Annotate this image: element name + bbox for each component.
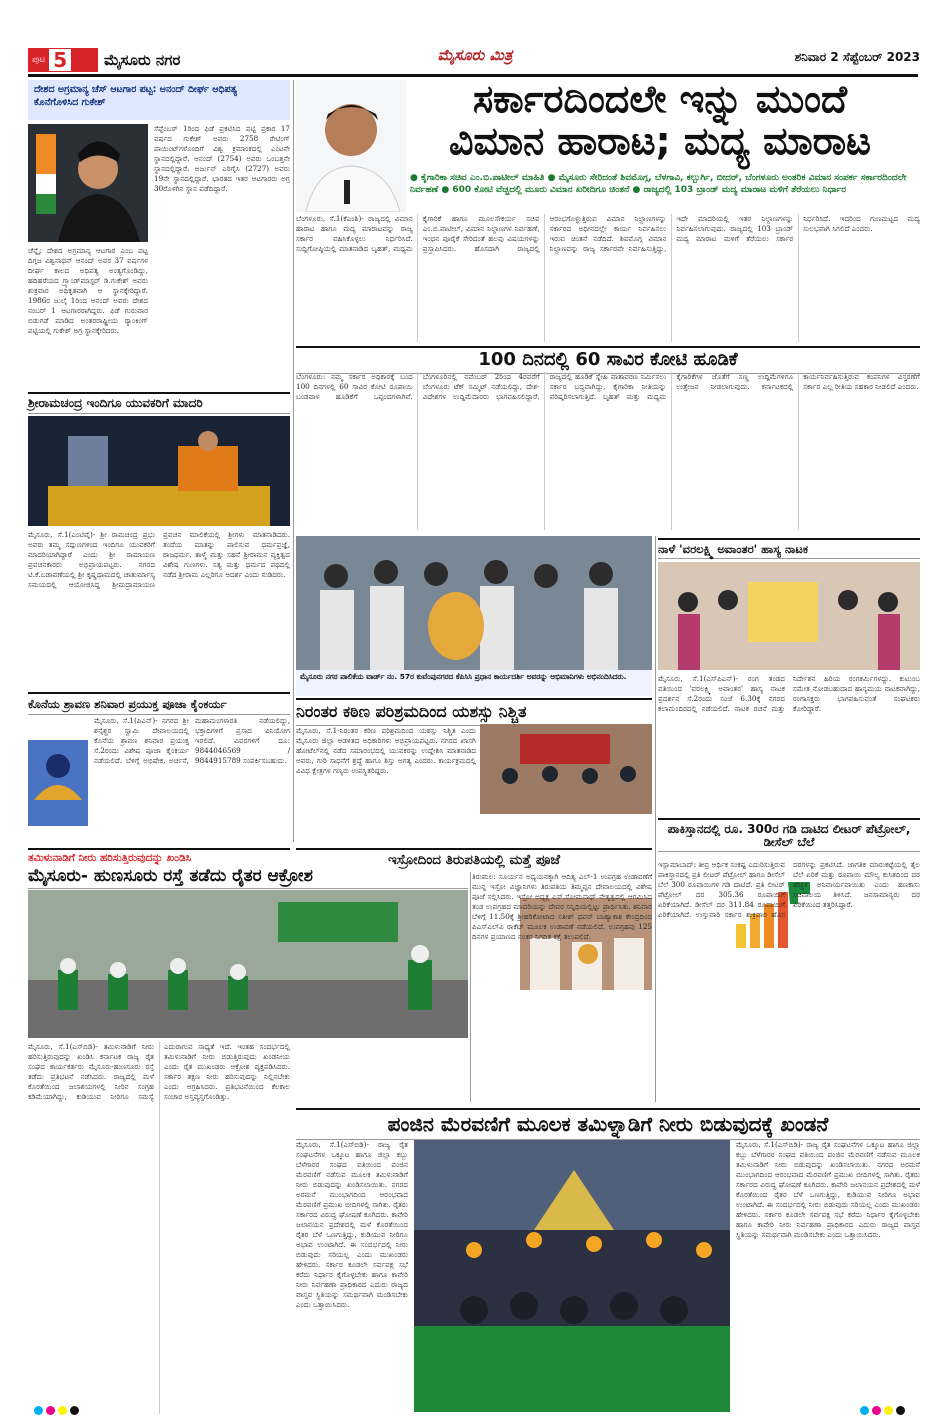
road-protest-photo xyxy=(28,890,468,1038)
protest-headline: ಮೈಸೂರು- ಹುಣಸೂರು ರಸ್ತೆ ತಡೆದು ರೈತರ ಆಕ್ರೋಶ xyxy=(28,866,468,889)
protest-body: ಮೈಸೂರು, ಸೆ.1(ಎಸ್‌ಬಿಡಿ)- ತಮಿಳುನಾಡಿಗೆ ನೀರು ಹರಿಸುತ್ತಿರುವುದನ್ನು ಖಂಡಿಸಿ ಕರ್ನಾಟಕ ರಾಜ್ಯ ರೈತ ಸಂಘದ ಕಾರ್ಯಕರ್ತರು ಮೈಸೂರು-ಹುಣಸೂರು ರಸ್ತೆ ತಡೆದು ಪ್ರತಿಭಟನೆ ನಡೆಸಿದರು. ರಾಜ್ಯದಲ್ಲಿ ಮಳೆ ಕೊರತೆಯಿಂದ ಜಲಾಶಯಗಳಲ್ಲಿ ನೀರಿನ ಸಂಗ್ರಹ ಕಡಿಮೆಯಾಗಿದ್ದು, ಕುಡಿಯುವ ನೀರಿಗೂ ಸಮಸ್ಯೆ ಎದುರಾಗುವ ಸಾಧ್ಯತೆ ಇದೆ. ಇಂತಹ ಸಂದರ್ಭದಲ್ಲಿ ತಮಿಳುನಾಡಿಗೆ ನೀರು ಬಿಡುತ್ತಿರುವುದು ಖಂಡನೀಯ ಎಂದು ರೈತ ಮುಖಂಡರು ಆಕ್ರೋಶ ವ್ಯಕ್ತಪಡಿಸಿದರು. ಸರ್ಕಾರ ತಕ್ಷಣ ನೀರು ಹರಿಸುವುದನ್ನು ನಿಲ್ಲಿಸಬೇಕು ಎಂದು ಆಗ್ರಹಿಸಿದರು. ಪ್ರತಿಭಟನೆಯಿಂದ ಕೆಲಕಾಲ ಸಂಚಾರ ಅಸ್ತವ್ಯಸ್ತಗೊಂಡಿತ್ತು. xyxy=(28,1042,290,1101)
play-body: ಮೈಸೂರು, ಸೆ.1(ಎಸ್‌ಪಿಎನ್)- ರಂಗ ತಂಡದ ವತಿಯಿಂದ 'ವರಲಕ್ಷ್ಮಿ ಅವಾಂತರ' ಹಾಸ್ಯ ನಾಟಕ ಪ್ರದರ್ಶನ ಸೆ.2ರಂದು ಸಂಜೆ 6.30ಕ್ಕೆ ನಗರದ ಕಲಾಮಂದಿರದಲ್ಲಿ ನಡೆಯಲಿದೆ. ನಾಟಕ ರಚನೆ ಮತ್ತು ನಿರ್ದೇಶನ ಹಿರಿಯ ರಂಗಕರ್ಮಿಗಳದ್ದು. ಕುಟುಂಬ ಸಮೇತ ನೋಡಬಹುದಾದ ಹಾಸ್ಯಮಯ ನಾಟಕವಾಗಿದ್ದು, ರಂಗಾಸಕ್ತರು ಭಾಗವಹಿಸುವಂತೆ ಸಂಘಟಕರು ಕೋರಿದ್ದಾರೆ. xyxy=(658,674,920,713)
deck-item-1: ಕೈಗಾರಿಕಾ ಸಚಿವ ಎಂ.ಬಿ.ಪಾಟೀಲ್ ಮಾಹಿತಿ xyxy=(421,173,545,183)
deck-item: ● xyxy=(632,185,644,195)
petrol-body: ಇಸ್ಲಾಮಾಬಾದ್: ತೀವ್ರ ಆರ್ಥಿಕ ಸಂಕಷ್ಟ ಎದುರಿಸುತ್ತಿರುವ ಪಾಕಿಸ್ತಾನದಲ್ಲಿ ಪ್ರತಿ ಲೀಟರ್ ಪೆಟ್ರೋಲ್ ಹಾಗೂ ಡೀಸೆಲ್ ಬೆಲೆ 300 ರೂಪಾಯಿಗಳ ಗಡಿ ದಾಟಿದೆ. ಪ್ರತಿ ಲೀಟರ್ ಪೆಟ್ರೋಲ್ ದರ 305.36 ರೂಪಾಯಿಗೆ ಏರಿಕೆಯಾಗಿದೆ. ಡೀಸೆಲ್ ದರ 311.84 ರೂಪಾಯಿಗೆ ಏರಿಕೆಯಾಗಿದೆ. ಉಸ್ತುವಾರಿ ಸರ್ಕಾರ ಶುಕ್ರವಾರ ಹೊಸ ದರಗಳನ್ನು ಪ್ರಕಟಿಸಿದೆ. ಜಾಗತಿಕ ಮಾರುಕಟ್ಟೆಯಲ್ಲಿ ತೈಲ ಬೆಲೆ ಏರಿಕೆ ಮತ್ತು ರೂಪಾಯಿ ಮೌಲ್ಯ ಕುಸಿತದಿಂದ ದರ ಹೆಚ್ಚಳ ಅನಿವಾರ್ಯವಾಯಿತು ಎಂದು ಹಣಕಾಸು ಸಚಿವಾಲಯ ತಿಳಿಸಿದೆ. ಜನಸಾಮಾನ್ಯರು ದರ ಏರಿಕೆಯಿಂದ ತತ್ತರಿಸಿದ್ದಾರೆ. xyxy=(658,860,920,919)
lead-headline-line1: ಸರ್ಕಾರದಿಂದಲೇ ಇನ್ನು ಮುಂದೆ xyxy=(472,77,848,121)
isro-headline: ಇಸ್ರೋದಿಂದ ತಿರುಪತಿಯಲ್ಲಿ ಮತ್ತೆ ಪೂಜೆ xyxy=(296,848,652,870)
lead-headline-line2: ವಿಮಾನ ಹಾರಾಟ; ಮದ್ಯ ಮಾರಾಟ xyxy=(449,119,871,163)
chess-player-photo xyxy=(28,124,148,242)
felicitation-caption: ಮೈಸೂರು ನಗರ ಪಾಲಿಕೆಯ ವಾರ್ಡ್ ನಂ. 57ರ ಕುವೆಂಪುನಗರದ ಕೆಪಿಸಿಸಿ ಪ್ರಧಾನ ಕಾರ್ಯದರ್ಶಿ ಅವರನ್ನು ಅಭಿಮಾನಿಗಳು ಅಭಿನಂದಿಸಿದರು. xyxy=(296,670,652,696)
play-team-photo xyxy=(658,562,920,670)
shani-deity-photo xyxy=(28,740,88,826)
minister-photo xyxy=(296,80,406,212)
success-event-photo xyxy=(480,724,652,814)
protest-kicker: ತಮಿಳುನಾಡಿಗೆ ನೀರು ಹರಿಸುತ್ತಿರುವುದನ್ನು ಖಂಡಿಸಿ xyxy=(28,848,290,867)
print-registration-marks xyxy=(860,1406,905,1415)
chess-body-right: ಸೆಪ್ಟೆಂಬರ್ 1ರಿಂದ ಫಿಡೆ ಪ್ರಕಟಿಸಿದ ಪಟ್ಟಿ ಪ್ರಕಾರ 17 ವರ್ಷದ ಗುಕೇಶ್ ಅವರು 2758 ರೇಟಿಂಗ್ ಪಾಯಿಂಟ್‌ಗಳೊಂದಿಗೆ ವಿಶ್ವ ಕ್ರಮಾಂಕದಲ್ಲಿ ಎಂಟನೇ ಸ್ಥಾನದಲ್ಲಿದ್ದಾರೆ. ಆನಂದ್ (2754) ಅವರು ಒಂಬತ್ತನೇ ಸ್ಥಾನದಲ್ಲಿದ್ದಾರೆ. ಅರ್ಜುನ್ ಎರಿಗೈಸಿ (2727) ಅವರು 19ನೇ ಸ್ಥಾನದಲ್ಲಿದ್ದಾರೆ. ಭಾರತದ ಇತರ ಆಟಗಾರರು ಅಗ್ರ 30ರೊಳಗಿನ ಸ್ಥಾನ ಪಡೆದಿದ್ದಾರೆ. xyxy=(154,124,290,193)
isro-body: ತಿರುಮಲ: ಸೂರ್ಯನ ಅಧ್ಯಯನಕ್ಕಾಗಿ ಆದಿತ್ಯ ಎಲ್-1 ಉಪಗ್ರಹ ಉಡಾವಣೆಗೆ ಮುನ್ನ ಇಸ್ರೋ ವಿಜ್ಞಾನಿಗಳು ತಿರುಪತಿಯ ತಿಮ್ಮಪ್ಪನ ದೇವಾಲಯದಲ್ಲಿ ವಿಶೇಷ ಪೂಜೆ ಸಲ್ಲಿಸಿದರು. ಇಸ್ರೋ ಅಧ್ಯಕ್ಷ ಎಸ್.ಸೋಮನಾಥ್ ನೇತೃತ್ವದಲ್ಲಿ ಆಗಮಿಸಿದ ತಂಡ ಉಪಗ್ರಹದ ಮಾದರಿಯನ್ನು ದೇವರ ಸನ್ನಿಧಿಯಲ್ಲಿಟ್ಟು ಪ್ರಾರ್ಥಿಸಿತು. ಶನಿವಾರ ಬೆಳಿಗ್ಗೆ 11.50ಕ್ಕೆ ಶ್ರೀಹರಿಕೋಟಾದ ಸತೀಶ್ ಧವನ್ ಬಾಹ್ಯಾಕಾಶ ಕೇಂದ್ರದಿಂದ ಪಿಎಸ್‌ಎಲ್‌ವಿ ರಾಕೆಟ್ ಮೂಲಕ ಉಡಾವಣೆ ನಡೆಯಲಿದೆ. ಉಪಗ್ರಹವು 125 ದಿನಗಳ ಪ್ರಯಾಣದ ನಂತರ ನಿಗದಿತ ಕಕ್ಷೆ ತಲುಪಲಿದೆ. xyxy=(472,872,652,941)
deck-item: ● xyxy=(441,185,453,195)
ram-body: ಮೈಸೂರು, ಸೆ.1(ಎಂಟಿವೈ)- ಶ್ರೀ ರಾಮಚಂದ್ರ ಪ್ರಭು ಅವರು ತಮ್ಮ ಸದ್ಗುಣಗಳಿಂದ ಇಂದಿಗೂ ಯುವಕರಿಗೆ ಮಾದರಿಯಾಗಿದ್ದಾರೆ ಎಂದು ಶ್ರೀ ರಾಮಾಯಣ ಪ್ರವಚನಕಾರರು ಅಭಿಪ್ರಾಯಪಟ್ಟರು. ನಗರದ ಟಿ.ಕೆ.ಬಡಾವಣೆಯಲ್ಲಿ ಶ್ರೀ ಕೃಷ್ಣಧಾಮದಲ್ಲಿ ಚಾತುರ್ಮಾಸ್ಯ ಸಮಯದಲ್ಲಿ ಆಯೋಜಿಸಿದ್ದ ಶ್ರೀಮದ್ರಾಮಾಯಣ ಪ್ರವಚನ ಮಾಲಿಕೆಯಲ್ಲಿ ಶ್ರೀಗಳು ಮಾತನಾಡಿದರು. ತಂದೆಯ ಮಾತನ್ನು ಪಾಲಿಸುವ ಧರ್ಮಪ್ರಜ್ಞೆ, ರಾಜಧರ್ಮ, ತಾಳ್ಮೆ ಮತ್ತು ಸಹನೆ ಶ್ರೀರಾಮನ ವ್ಯಕ್ತಿತ್ವದ ವಿಶೇಷ ಗುಣಗಳು. ಸತ್ಯ ಮತ್ತು ಧರ್ಮದ ಪಥದಲ್ಲಿ ನಡೆದ ಶ್ರೀರಾಮ ಎಲ್ಲರಿಗೂ ಆದರ್ಶ ಎಂದು ನುಡಿದರು. xyxy=(28,530,290,589)
play-headline: ನಾಳೆ 'ವರಲಕ್ಷ್ಮಿ ಅವಾಂತರ' ಹಾಸ್ಯ ನಾಟಕ xyxy=(658,538,920,559)
section-title: ಮೈಸೂರು ನಗರ xyxy=(104,51,181,69)
deck-item: ● xyxy=(410,173,421,183)
ram-headline: ಶ್ರೀರಾಮಚಂದ್ರ ಇಂದಿಗೂ ಯುವಕರಿಗೆ ಮಾದರಿ xyxy=(28,392,290,414)
page-number: 5 xyxy=(49,49,71,71)
lead-deck xyxy=(410,172,920,196)
print-registration-marks xyxy=(34,1406,79,1415)
issue-date: ಶನಿವಾರ 2 ಸೆಪ್ಟೆಂಬರ್ 2023 xyxy=(794,50,920,64)
shravana-headline: ಕೊನೆಯ ಶ್ರಾವಣ ಶನಿವಾರ ಪ್ರಯುಕ್ತ ಪೂಜಾ ಕೈಂಕರ್ಯ xyxy=(28,692,290,715)
page-number-badge xyxy=(28,48,98,72)
column-divider xyxy=(293,80,294,842)
newspaper-name: ಮೈಸೂರು ಮಿತ್ರ xyxy=(437,46,513,64)
ram-event-photo xyxy=(28,416,290,526)
lead-body: ಬೆಂಗಳೂರು, ಸೆ.1(ಕೆಎಂಶಿ)- ರಾಜ್ಯದಲ್ಲಿ ವಿಮಾನ ಹಾರಾಟ ಹಾಗೂ ಮದ್ಯ ಮಾರಾಟವನ್ನು ರಾಜ್ಯ ಸರ್ಕಾರ ವಹಿಸಿಕೊಳ್ಳಲು ನಿರ್ಧರಿಸಿದೆ. ಸುದ್ದಿಗೋಷ್ಠಿಯಲ್ಲಿ ಮಾತನಾಡಿದ ಬೃಹತ್, ಮಧ್ಯಮ ಕೈಗಾರಿಕೆ ಹಾಗೂ ಮೂಲಸೌಕರ್ಯ ಸಚಿವ ಎಂ.ಬಿ.ಪಾಟೀಲ್, ವಿಮಾನ ನಿಲ್ದಾಣಗಳ ನಿರ್ವಹಣೆ, ಇಂಧನ ಪೂರೈಕೆ ಸೇರಿದಂತೆ ಹಲವು ವಿಷಯಗಳನ್ನು ಪ್ರಸ್ತಾಪಿಸಿದರು. ಹೊಸದಾಗಿ ರಾಜ್ಯದಲ್ಲಿ ಆರಂಭಗೊಳ್ಳುತ್ತಿರುವ ವಿಮಾನ ನಿಲ್ದಾಣಗಳನ್ನು ಸರ್ಕಾರದ ಅಧೀನದಲ್ಲೇ ಕಾರ್ಯ ನಿರ್ವಹಿಸಲು ಇರುವ ಚಿಂತನೆ ನಡೆದಿದೆ. ಶಿವಮೊಗ್ಗ ವಿಮಾನ ನಿಲ್ದಾಣವನ್ನು ರಾಜ್ಯ ಸರ್ಕಾರವೇ ನಿರ್ವಹಿಸುತ್ತಿದ್ದು, ಇದೇ ಮಾದರಿಯಲ್ಲಿ ಇತರ ನಿಲ್ದಾಣಗಳನ್ನು ನಿರ್ವಹಿಸಲಾಗುವುದು. ರಾಜ್ಯದಲ್ಲಿ 103 ಬ್ರಾಂಡ್ ಮದ್ಯ ಮಾರಾಟ ಮಳಿಗೆ ತೆರೆಯಲು ಸರ್ಕಾರ ನಿರ್ಧರಿಸಿದೆ. ಇದರಿಂದ ಗುಣಮಟ್ಟದ ಮದ್ಯ ಸುಲಭವಾಗಿ ಸಿಗಲಿದೆ ಎಂದರು. xyxy=(296,214,920,253)
investment-headline: 100 ದಿನದಲ್ಲಿ 60 ಸಾವಿರ ಕೋಟಿ ಹೂಡಿಕೆ xyxy=(296,346,920,374)
page-label: ಪುಟ xyxy=(32,55,46,65)
torch-body-right: ಮೈಸೂರು, ಸೆ.1(ಎಸ್‌ಬಿಡಿ)- ರಾಜ್ಯ ರೈತ ಸಂಘಟನೆಗಳ ಒಕ್ಕೂಟ ಹಾಗೂ ಜಿಲ್ಲಾ ಕಬ್ಬು ಬೆಳೆಗಾರರ ಸಂಘದ ವತಿಯಿಂದ ಪಂಜಿನ ಮೆರವಣಿಗೆ ನಡೆಸುವ ಮೂಲಕ ತಮಿಳುನಾಡಿಗೆ ನೀರು ಬಿಡುವುದನ್ನು ಖಂಡಿಸಲಾಯಿತು. ನಗರದ ಅರಮನೆ ಮುಂಭಾಗದಿಂದ ಆರಂಭವಾದ ಮೆರವಣಿಗೆ ಪ್ರಮುಖ ಬೀದಿಗಳಲ್ಲಿ ಸಾಗಿತು. ರೈತರು ಸರ್ಕಾರದ ವಿರುದ್ಧ ಘೋಷಣೆ ಕೂಗಿದರು. ಕಾವೇರಿ ಜಲಾನಯನ ಪ್ರದೇಶದಲ್ಲಿ ಮಳೆ ಕೊರತೆಯಿಂದ ರೈತರ ಬೆಳೆ ಒಣಗುತ್ತಿದ್ದು, ಕುಡಿಯುವ ನೀರಿಗೂ ಅಭಾವ ಉಂಟಾಗಿದೆ. ಈ ಸಂದರ್ಭದಲ್ಲಿ ನೀರು ಬಿಡುವುದು ಸರಿಯಲ್ಲ ಎಂದು ಮುಖಂಡರು ಹೇಳಿದರು. ಸರ್ಕಾರ ಕೂಡಲೇ ಸರ್ವಪಕ್ಷ ಸಭೆ ಕರೆದು ನಿರ್ಧಾರ ಕೈಗೊಳ್ಳಬೇಕು ಹಾಗೂ ಕಾವೇರಿ ನೀರು ನಿರ್ವಹಣಾ ಪ್ರಾಧಿಕಾರದ ಎದುರು ರಾಜ್ಯದ ವಾಸ್ತವ ಸ್ಥಿತಿಯನ್ನು ಸಮರ್ಥವಾಗಿ ಮಂಡಿಸಬೇಕು ಎಂದು ಒತ್ತಾಯಿಸಿದರು. xyxy=(736,1140,920,1239)
deck-item-3: 600 ಕೋಟಿ ವೆಚ್ಚದಲ್ಲಿ ಮೂರು ವಿಮಾನ ಖರೀದಿಗೂ ಚಿಂತನೆ xyxy=(452,185,630,195)
deck-item: ● xyxy=(547,173,559,183)
success-headline: ನಿರಂತರ ಕಠಿಣ ಪರಿಶ್ರಮದಿಂದ ಯಶಸ್ಸು ನಿಶ್ಚಿತ xyxy=(296,698,652,726)
chess-headline: ದೇಶದ ಅಗ್ರಮಾನ್ಯ ಚೆಸ್ ಆಟಗಾರ ಪಟ್ಟ: ಆನಂದ್ ದೀರ್ಘ ಆಧಿಪತ್ಯ ಕೊನೆಗೊಳಿಸಿದ ಗುಕೇಶ್ xyxy=(28,80,290,120)
column-divider xyxy=(470,872,471,1102)
felicitation-photo xyxy=(296,536,652,670)
torch-rally-headline: ಪಂಜಿನ ಮೆರವಣಿಗೆ ಮೂಲಕ ತಮಿಳ್ನಾಡಿಗೆ ನೀರು ಬಿಡುವುದಕ್ಕೆ ಖಂಡನೆ xyxy=(296,1108,920,1140)
success-body: ಮೈಸೂರು, ಸೆ.1-ನಿರಂತರ ಕಠಿಣ ಪರಿಶ್ರಮದಿಂದ ಯಶಸ್ಸು ನಿಶ್ಚಿತ ಎಂದು ಮೈಸೂರು ಜಿಲ್ಲಾ ಆಡಳಿತದ ಅಧಿಕಾರಿಗಳು ಅಭಿಪ್ರಾಯಪಟ್ಟರು. ನಗರದ ಖಾಸಗಿ ಹೋಟೆಲ್‌ನಲ್ಲಿ ನಡೆದ ಸಮಾರಂಭದಲ್ಲಿ ಯುವಕರನ್ನು ಉದ್ದೇಶಿಸಿ ಮಾತನಾಡಿದ ಅವರು, ಗುರಿ ಸಾಧನೆಗೆ ಶ್ರದ್ಧೆ ಹಾಗೂ ಶಿಸ್ತು ಅಗತ್ಯ ಎಂದರು. ಕಾರ್ಯಕ್ರಮದಲ್ಲಿ ವಿವಿಧ ಕ್ಷೇತ್ರಗಳ ಗಣ್ಯರು ಉಪಸ್ಥಿತರಿದ್ದರು. xyxy=(296,726,476,775)
deck-item-4: ರಾಜ್ಯದಲ್ಲಿ 103 ಬ್ರಾಂಡ್ ಮದ್ಯ ಮಾರಾಟ ಮಳಿಗೆ ತೆರೆಯಲು ನಿರ್ಧಾರ xyxy=(643,185,846,195)
petrol-headline: ಪಾಕಿಸ್ತಾನದಲ್ಲಿ ರೂ. 300ರ ಗಡಿ ದಾಟಿದ ಲೀಟರ್ ಪೆಟ್ರೋಲ್, ಡೀಸೆಲ್ ಬೆಲೆ xyxy=(658,818,920,852)
shravana-body: ಮೈಸೂರು, ಸೆ.1(ಪಿಎನ್)- ನಗರದ ಶ್ರೀ ಶನೈಶ್ಚರ ಸ್ವಾಮಿ ದೇವಾಲಯದಲ್ಲಿ ಕೊನೆಯ ಶ್ರಾವಣ ಶನಿವಾರ ಪ್ರಯುಕ್ತ ಸೆ.2ರಂದು ವಿಶೇಷ ಪೂಜಾ ಕೈಂಕರ್ಯ ನಡೆಯಲಿದೆ. ಬೆಳಿಗ್ಗೆ ಅಭಿಷೇಕ, ಅರ್ಚನೆ, ಮಹಾಮಂಗಳಾರತಿ ನಡೆಯಲಿದ್ದು, ಭಕ್ತಾದಿಗಳಿಗೆ ಪ್ರಸಾದ ವಿನಿಯೋಗ ಇರಲಿದೆ. ವಿವರಗಳಿಗೆ ದೂ: 9844046569 / 9844915789 ಸಂಪರ್ಕಿಸಬಹುದು. xyxy=(94,716,290,765)
deck-item-2: ಮೈಸೂರು ಸೇರಿದಂತೆ ಶಿವಮೊಗ್ಗ, ಬೆಳಗಾವಿ, ಕಲ್ಬುರ್ಗಿ, ಬೀದರ್, ಬೆಂಗಳೂರು ಅಂತರಿಕ ವಿಮಾನ ಸಂಪರ್ಕ ಸರ್ಕಾರದಿಂದಲೇ ನಿರ್ವಹಣೆ xyxy=(410,173,907,195)
torch-rally-photo xyxy=(414,1140,730,1412)
person-portrait-icon xyxy=(296,80,406,212)
torch-body-left: ಮೈಸೂರು, ಸೆ.1(ಎಸ್‌ಬಿಡಿ)- ರಾಜ್ಯ ರೈತ ಸಂಘಟನೆಗಳ ಒಕ್ಕೂಟ ಹಾಗೂ ಜಿಲ್ಲಾ ಕಬ್ಬು ಬೆಳೆಗಾರರ ಸಂಘದ ವತಿಯಿಂದ ಪಂಜಿನ ಮೆರವಣಿಗೆ ನಡೆಸುವ ಮೂಲಕ ತಮಿಳುನಾಡಿಗೆ ನೀರು ಬಿಡುವುದನ್ನು ಖಂಡಿಸಲಾಯಿತು. ನಗರದ ಅರಮನೆ ಮುಂಭಾಗದಿಂದ ಆರಂಭವಾದ ಮೆರವಣಿಗೆ ಪ್ರಮುಖ ಬೀದಿಗಳಲ್ಲಿ ಸಾಗಿತು. ರೈತರು ಸರ್ಕಾರದ ವಿರುದ್ಧ ಘೋಷಣೆ ಕೂಗಿದರು. ಕಾವೇರಿ ಜಲಾನಯನ ಪ್ರದೇಶದಲ್ಲಿ ಮಳೆ ಕೊರತೆಯಿಂದ ರೈತರ ಬೆಳೆ ಒಣಗುತ್ತಿದ್ದು, ಕುಡಿಯುವ ನೀರಿಗೂ ಅಭಾವ ಉಂಟಾಗಿದೆ. ಈ ಸಂದರ್ಭದಲ್ಲಿ ನೀರು ಬಿಡುವುದು ಸರಿಯಲ್ಲ ಎಂದು ಮುಖಂಡರು ಹೇಳಿದರು. ಸರ್ಕಾರ ಕೂಡಲೇ ಸರ್ವಪಕ್ಷ ಸಭೆ ಕರೆದು ನಿರ್ಧಾರ ಕೈಗೊಳ್ಳಬೇಕು ಹಾಗೂ ಕಾವೇರಿ ನೀರು ನಿರ್ವಹಣಾ ಪ್ರಾಧಿಕಾರದ ಎದುರು ರಾಜ್ಯದ ವಾಸ್ತವ ಸ್ಥಿತಿಯನ್ನು ಸಮರ್ಥವಾಗಿ ಮಂಡಿಸಬೇಕು ಎಂದು ಒತ್ತಾಯಿಸಿದರು. xyxy=(296,1140,408,1309)
person-portrait-icon xyxy=(28,124,148,242)
chess-body-left: ಚೆನ್ನೈ: ದೇಶದ ಅಗ್ರಮಾನ್ಯ ಆಟಗಾರ ಎಂಬ ಪಟ್ಟ ದಿಗ್ಗಜ ವಿಶ್ವನಾಥನ್ ಆನಂದ್ ಅವರ 37 ವರ್ಷಗಳ ದೀರ್ಘ ಕಾಲದ ಅಧಿಪತ್ಯ ಅಂತ್ಯಗೊಂಡಿದ್ದು, ಹದಿಹರೆಯದ ಗ್ರ್ಯಾಂಡ್‌ಮಾಸ್ಟರ್ ಡಿ.ಗುಕೇಶ್ ಅವರು ಶುಕ್ರವಾರ ಅಧಿಕೃತವಾಗಿ ಆ ಸ್ಥಾನಕ್ಕೇರಿದ್ದಾರೆ. 1986ರ ಜುಲೈ 1ರಿಂದ ಆನಂದ್ ಅವರು ದೇಶದ ನಂಬರ್ 1 ಆಟಗಾರರಾಗಿದ್ದರು. ಫಿಡೆ ಗುರುವಾರ ಬಿಡುಗಡೆ ಮಾಡಿದ ಅಂತರರಾಷ್ಟ್ರೀಯ ರ‍್ಯಾಂಕಿಂಗ್ ಪಟ್ಟಿಯಲ್ಲಿ ಗುಕೇಶ್ ಅಗ್ರ ಸ್ಥಾನಕ್ಕೇರಿದರು. xyxy=(28,246,148,335)
column-divider xyxy=(655,536,656,1102)
investment-body: ಬೆಂಗಳೂರು: ನಮ್ಮ ಸರ್ಕಾರ ಅಧಿಕಾರಕ್ಕೆ ಬಂದ 100 ದಿನಗಳಲ್ಲಿ 60 ಸಾವಿರ ಕೋಟಿ ರೂಪಾಯಿ ಬಂಡವಾಳ ಹೂಡಿಕೆಗೆ ಒಪ್ಪಂದಗಳಾಗಿವೆ. ಬೆಂಗಳೂರಿನಲ್ಲಿ ನವೆಂಬರ್ 2ರಿಂದ 4ರವರೆಗೆ ಬೆಂಗಳೂರು ಟೆಕ್ ಸಮ್ಮಿಟ್ ನಡೆಯಲಿದ್ದು, ದೇಶ-ವಿದೇಶಗಳ ಉದ್ದಿಮೆದಾರರು ಭಾಗವಹಿಸಲಿದ್ದಾರೆ. ರಾಜ್ಯದಲ್ಲಿ ಹೂಡಿಕೆ ಸ್ನೇಹಿ ವಾತಾವರಣ ನಿರ್ಮಿಸಲು ಸರ್ಕಾರ ಬದ್ಧವಾಗಿದ್ದು, ಕೈಗಾರಿಕಾ ನೀತಿಯನ್ನು ಪರಿಷ್ಕರಿಸಲಾಗುತ್ತಿದೆ. ಬೃಹತ್ ಮತ್ತು ಮಧ್ಯಮ ಕೈಗಾರಿಕೆಗಳ ಜೊತೆಗೆ ಸಣ್ಣ ಉದ್ದಿಮೆಗಳಿಗೂ ಉತ್ತೇಜನ ನೀಡಲಾಗುವುದು. ಕರ್ನಾಟಕದಲ್ಲಿ ಕಾರ್ಯನಿರ್ವಹಿಸುತ್ತಿರುವ ಕಂಪನಿಗಳ ವಿಸ್ತರಣೆಗೆ ಸರ್ಕಾರ ಎಲ್ಲ ರೀತಿಯ ಸಹಕಾರ ನೀಡಲಿದೆ ಎಂದರು. xyxy=(296,372,920,401)
